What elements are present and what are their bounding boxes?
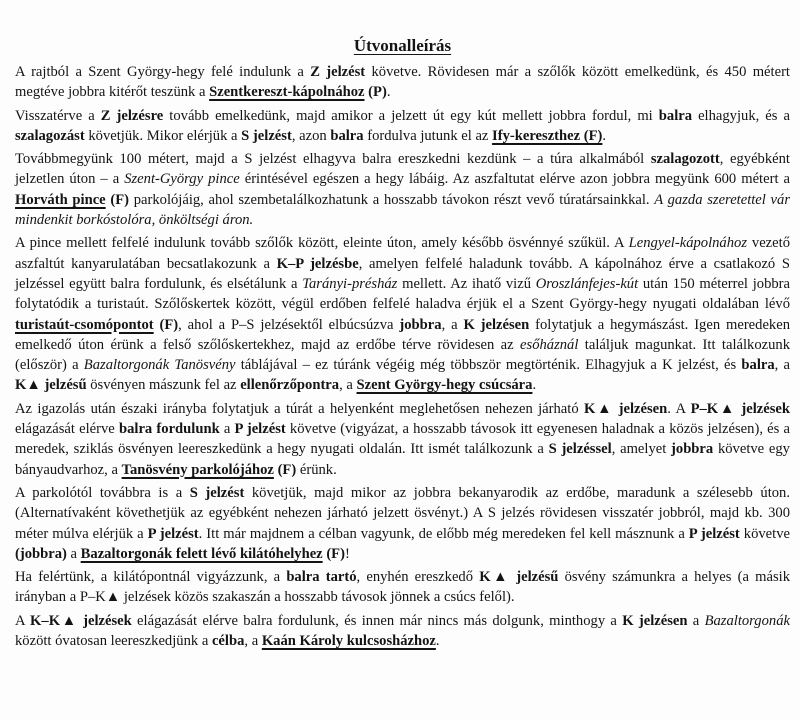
bold-term: szalagozott — [650, 151, 720, 168]
italic-term: Lengyel-kápolnához — [628, 235, 748, 252]
text-run: követve (vigyázat, a hosszabb távosok itt egyenesen haladnak a közös jelzésen), és a meredek, sziklás ösvényen leereszkedünk a hegy nyugati oldalán. Itt ismét találkozunk a — [15, 421, 790, 458]
bold-term: balra — [330, 127, 364, 144]
text-run: után 150 méterrel jobbra folytatódik a turistaút. Szőlőskertek között, végül erdőben felfelé haladva érjük el a Szent György-hegy nyugati oldalában lévő — [15, 275, 790, 313]
bold-term: (F) — [110, 191, 130, 208]
italic-term: Bazaltorgonák Tanösvény — [83, 357, 236, 374]
bold-term: K▲ jelzésű — [479, 569, 559, 586]
italic-term: Oroszlánfejes-kút — [535, 275, 639, 292]
paragraph — [15, 567, 790, 608]
italic-term: Tarányi-présház — [302, 275, 398, 292]
text-run: fordulva jutunk el az — [363, 127, 493, 144]
text-run: . — [386, 84, 391, 101]
paragraph — [15, 106, 790, 147]
text-run: ösvényen mászunk fel az — [86, 377, 241, 394]
text-run: , a — [441, 316, 464, 333]
bold-term: balra fordulunk — [118, 421, 220, 438]
text-run: követve — [739, 525, 790, 542]
text-run: . A — [667, 400, 691, 417]
text-run: elágazását elérve balra fordulunk, és innen már nincs más dolgunk, minthogy a — [131, 612, 623, 629]
text-run: , a — [339, 377, 357, 394]
bold-term: jobbra — [399, 316, 442, 333]
text-run: , egyébként jelzetlen úton – a — [15, 151, 790, 188]
text-run: A rajtból a Szent György-hegy felé indulunk a — [15, 64, 311, 80]
bold-term: K▲ jelzésen — [584, 400, 668, 417]
bold-term: K jelzésen — [622, 612, 688, 629]
bold-term: (jobbra) — [15, 545, 67, 562]
paragraph — [15, 62, 790, 103]
text-run: Az igazolás után északi irányba folytatjuk a túrát a helyenként meglehetősen nehezen járható — [15, 400, 584, 417]
bold-term: Z jelzésre — [100, 107, 164, 124]
text-run: követjük. Mikor elérjük a — [84, 127, 242, 144]
text-run: parkolójáig, ahol szembetalálkozhatunk a hosszabb távokon részt vevő túratársainkkal. — [129, 191, 655, 208]
bold-term: célba — [211, 633, 245, 650]
text-run: a — [687, 612, 705, 629]
checkpoint-name: Szentkereszt-kápolnához — [209, 84, 365, 101]
checkpoint-name: turistaút-csomópontot — [15, 316, 154, 333]
text-run: mellett. Az ihatő vizű — [397, 275, 536, 292]
text-run: A parkolótól továbbra is a — [15, 484, 190, 501]
text-run: követjük, majd mikor az jobbra bekanyarodik az erdőbe, maradunk a szélesebb úton. (Alternatívaként követhetjük az egyébként nehezen járható jelzett ösvényt.) A S jelzés rövidesen visszatér jobbról, majd kb. 300 méter múlva elérjük a — [15, 484, 790, 542]
paragraph — [15, 611, 790, 652]
text-run: találjuk magunkat. Itt találkozunk (először) a — [15, 336, 790, 374]
text-run: táblájával – ez túránk végéig még többször megtörténik. Elhagyjuk a K jelzést, és — [235, 357, 742, 374]
bold-term: szalagozást — [15, 127, 85, 144]
text-run: a — [219, 421, 235, 438]
bold-term: balra tartó — [286, 569, 357, 586]
paragraph — [15, 483, 790, 564]
italic-term: Bazaltorgonák — [704, 612, 790, 629]
text-run: követve. Rövidesen már a szőlők között emelkedünk, és 450 métert megtéve jobbra kitérőt teszünk a — [15, 64, 790, 101]
text-run: , azon — [291, 127, 331, 144]
paragraph — [15, 399, 790, 480]
bold-term: jobbra — [671, 441, 714, 458]
text-run: Visszatérve a — [15, 107, 101, 124]
bold-term: balra — [741, 357, 775, 374]
checkpoint-name: Kaán Károly kulcsosházhoz — [261, 633, 436, 650]
bold-term: P jelzést — [234, 421, 286, 438]
bold-term: (F) — [159, 316, 179, 333]
bold-term: P–K▲ jelzések — [690, 400, 790, 417]
text-run: , amelyen felfelé haladunk tovább. A kápolnához érve a csatlakozó S jelzéssel együtt balra fordulunk, és elsétálunk a — [15, 255, 790, 292]
text-run: között óvatosan leereszkedjünk a — [15, 633, 212, 650]
text-run: követve egy bányaudvarhoz, a — [15, 441, 790, 478]
text-run: tovább emelkedünk, majd amikor a jelzett út egy kút mellett jobbra fordul, mi — [163, 107, 659, 124]
text-run: a — [66, 545, 81, 562]
checkpoint-name: Ify-kereszthez (F) — [492, 127, 603, 144]
bold-term: P jelzést — [688, 525, 740, 542]
bold-term: (F) — [326, 545, 345, 562]
text-run: ! — [344, 545, 350, 562]
bold-term: S jelzést — [241, 127, 292, 144]
bold-term: Z jelzést — [310, 64, 366, 80]
italic-term: Szent-György pince — [124, 171, 240, 188]
text-run: elhagyjuk, és a — [692, 107, 790, 124]
text-run: , a — [774, 357, 791, 374]
text-run: elágazását elérve — [15, 421, 119, 438]
bold-term: balra — [658, 107, 693, 124]
checkpoint-name: Szent György-hegy csúcsára — [356, 377, 533, 394]
text-run: . Itt már majdnem a célban vagyunk, de előbb még meredeken fel kell másznunk a — [198, 525, 689, 542]
text-run: A pince mellett felfelé indulunk tovább szőlők között, eleinte úton, amely később ösvénnyé szűkül. A — [15, 235, 629, 252]
checkpoint-name: Tanösvény parkolójához — [121, 461, 274, 478]
bold-term: (F) — [277, 461, 297, 478]
paragraph — [15, 233, 790, 395]
bold-term: (P) — [368, 84, 387, 101]
text-run: . — [602, 127, 607, 144]
bold-term: ellenőrzőpontra — [240, 377, 340, 394]
text-run: , a — [244, 633, 262, 650]
bold-term: P jelzést — [147, 525, 199, 542]
text-run: Ha felértünk, a kilátópontnál vigyázzunk, a — [15, 569, 287, 586]
bold-term: K▲ jelzésű — [15, 377, 87, 394]
text-run: , amelyet — [611, 441, 672, 458]
text-run: érünk. — [296, 461, 337, 478]
bold-term: K jelzésen — [463, 316, 530, 333]
text-run: A — [15, 612, 31, 629]
bold-term: S jelzést — [189, 484, 245, 501]
bold-term: K–P jelzésbe — [276, 255, 359, 272]
text-run: érintésével egészen a hegy lábáig. Az aszfaltutat elérve azon jobbra megyünk 600 métert a — [239, 171, 790, 188]
text-run: . — [435, 633, 440, 650]
text-run: , ahol a P–S jelzésektől elbúcsúzva — [178, 316, 400, 333]
checkpoint-name: Horváth pince — [15, 191, 106, 208]
text-run: . — [532, 377, 537, 394]
document-title: Útvonalleírás — [353, 36, 452, 55]
italic-term: esőháznál — [520, 336, 579, 353]
text-run: ösvény számunkra a helyes (a másik irányban a P–K▲ jelzések közös szakaszán a hosszabb távosok jönnek a csúcs felől). — [15, 569, 790, 606]
paragraph — [15, 149, 790, 230]
italic-term: A gazda szeretettel vár mindenkit borkóstolóra, önköltségi áron. — [15, 191, 790, 229]
bold-term: K–K▲ jelzések — [30, 612, 132, 629]
text-run: folytatjuk a hegymászást. Igen meredeken emelkedő úton érünk a felső szőlőskertekhez, majd az erdőbe térve rövidesen az — [15, 316, 790, 353]
checkpoint-name: Bazaltorgonák felett lévő kilátóhelyhez — [80, 545, 323, 562]
bold-term: S jelzéssel — [548, 441, 612, 458]
text-run: vezető aszfaltút kanyarulatában becsatlakozunk a — [15, 235, 790, 272]
text-run: Továbbmegyünk 100 métert, majd a S jelzést elhagyva balra ereszkedni kezdünk – a túra alkalmából — [15, 151, 651, 168]
document-body — [15, 62, 790, 651]
text-run: , enyhén ereszkedő — [356, 569, 480, 586]
